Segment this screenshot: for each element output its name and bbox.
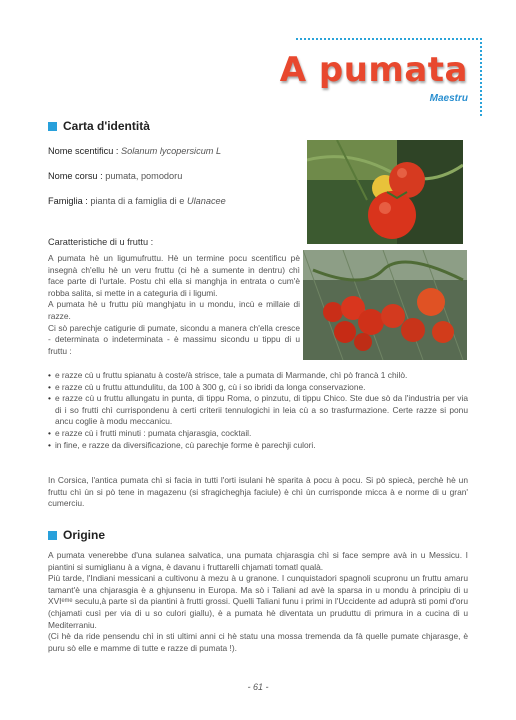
tomato-photo-greenhouse [303, 250, 467, 360]
section-heading-origin [48, 528, 105, 542]
section-title: Origine [63, 528, 106, 542]
corsica-paragraph: In Corsica, l'antica pumata chì si facia in tutti l'orti isulani hè sparita à pocu à pocu. Si pò spiecà, perchè hè un fruttu chì ùn si pò tene in magazenu (si sfragicheghja faciule) è chì ùn currisponde micca à e norme di u gran' cumerciu. [48, 475, 468, 509]
list-item-text: e razze cù u fruttu allungatu in punta, di tippu Roma, o pinzutu, di tippu Chico. Ste due sò da l'industria per via di i so frutti chì currispondenu à certi criterii tennulogichi in leia cù a so trasfurmazione. Certe razze si ponu ancu coglie à modu meccanicu. [54, 393, 468, 427]
paragraph: (Ci hè da ride pensendu chì in sti ultimi anni ci hè statu una mossa tremenda da fà quelle pumate chjarasge, è puru sò elle e mamme di tutte e razze di pumata !). [48, 631, 468, 653]
page-number: - 61 - [247, 682, 269, 692]
decorative-border-top [296, 38, 482, 40]
list-item-text: e razze cù u fruttu spianatu à coste/à strisce, tale a pumata di Marmande, chì pò francà 1 chilò. [54, 370, 408, 380]
section-heading-identity [48, 119, 150, 133]
origin-text [48, 550, 468, 654]
list-item: • e razze cù u fruttu allungatu in punta, di tippu Roma, o pinzutu, di tippu Chico. Ste due sò da l'industria per via di i so frutti chì currispondenu à certi criterii tennulogichi in leia cù a so trasfurmazione. Certe razze si ponu ancu coglie à modu meccanicu. [48, 393, 468, 427]
paragraph: Ci sò parechje catigurie di pumate, sicondu a manera ch'ella cresce - determinata o indeterminata - è massimu sicondu u tippu di u fruttu : [48, 322, 300, 356]
list-item: • in fine, e razze da diversificazione, cù parechje forme è parechji culori. [48, 439, 316, 450]
field-value-italic: Ulanacee [186, 196, 226, 206]
list-item: • e razze cù u fruttu spianatu à coste/à strisce, tale a pumata di Marmande, chì pò francà 1 chilò. [48, 370, 408, 380]
section-title: Carta d'identità [63, 119, 150, 133]
list-item-text: e razze cù i frutti minuti : pumata chjarasgia, cocktail. [54, 427, 252, 438]
list-item-text: e razze cù u fruttu attundulitu, da 100 à 300 g, cù i so ibridi da longa conservazione. [54, 381, 366, 392]
field-corsican-name [48, 171, 182, 181]
paragraph: A pumata hè u fruttu più manghjatu in u mondu, incù e millaie di razze. [48, 299, 300, 321]
field-value: pumata, pomodoru [105, 171, 183, 181]
paragraph: Più tarde, l'Indiani messicani a cultivonu à mezu à u granone. I cunquistadori spagnoli scupronu un fruttu amaru tamant'è una chjarasgia è a ghjunsenu in Europa. Ma sò i Taliani ad avè la sparsa in u mondu à principiu di u XVIᵉᵐᵉ seculu,à parte sì da piantini à frutti grossi. Quelli Taliani funu i primi in l'Uccidente ad aduprà sti pomi d'oru (chjamati cusì per via di u so culori giallu), è a pumata hè diventata un pruduttu di primura in a cucina di u Mediterraniu. [48, 573, 468, 630]
field-label: Nome corsu : [48, 171, 103, 181]
list-item: • e razze cù u fruttu attundulitu, da 100 à 300 g, cù i so ibridi da longa conservazione. [48, 381, 366, 392]
field-label: Nome scentificu : [48, 146, 119, 156]
page-subtitle: Maestru [429, 93, 468, 104]
tomato-photo-vine [307, 140, 463, 244]
section-square-icon [48, 531, 57, 540]
field-scientific-name [48, 146, 221, 156]
section-square-icon [48, 122, 57, 131]
paragraph: A pumata venerebbe d'una sulanea salvatica, una pumata chjarasgia chì si face sempre avà in u Messicu. I piantini si sumiglianu à a vigna, è davanu i fruttarelli chjamati tomatl qualà. [48, 550, 468, 572]
list-item-text: in fine, e razze da diversificazione, cù parechje forme è parechji culori. [54, 439, 316, 450]
field-label: Famiglia : [48, 196, 88, 206]
paragraph: A pumata hè un ligumufruttu. Hè un termine pocu scentificu pè insegnà ch'ellu hè un veru fruttu (ci hè a sumente in dentru) chì face parte di l'urtale. Postu chì ella si manghja in entrata o cum'è robba salita, si mette in a categuria di i ligumi. [48, 253, 300, 298]
variety-list [48, 370, 468, 451]
field-value: pianta di a famiglia di e [90, 196, 185, 206]
fruit-heading: Caratteristiche di u fruttu : [48, 237, 154, 247]
list-item: • e razze cù i frutti minuti : pumata chjarasgia, cocktail. [48, 427, 252, 438]
decorative-border-right [480, 38, 482, 116]
fruit-description [48, 253, 300, 357]
field-value: Solanum lycopersicum L [121, 146, 222, 156]
field-family [48, 196, 226, 206]
page-title: A pumata [279, 50, 468, 90]
